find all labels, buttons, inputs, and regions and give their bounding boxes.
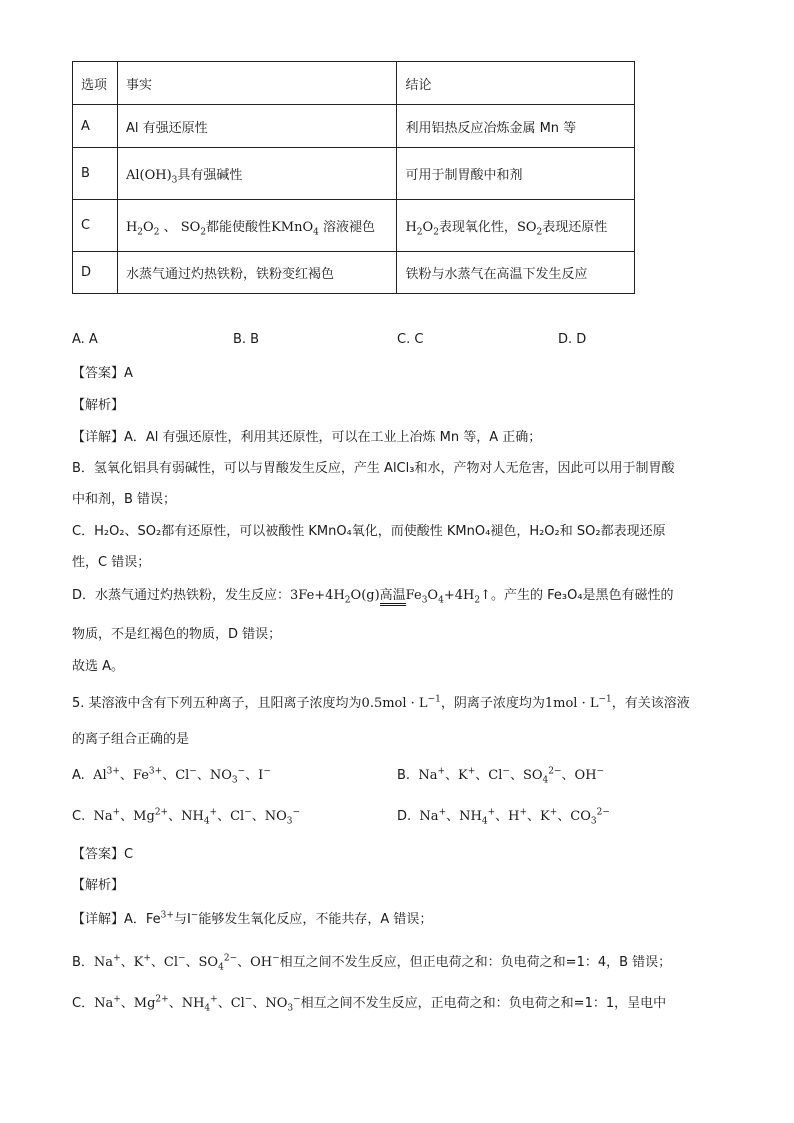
fact-cell: 水蒸气通过灼热铁粉，铁粉变红褐色 bbox=[117, 252, 396, 294]
option-c: C. C bbox=[397, 332, 424, 347]
option-a: A. $Al^{3+}$、$Fe^{3+}$、Cl−、$NO_3^-$、I− bbox=[72, 766, 271, 786]
gas-arrow-icon: ↑ bbox=[480, 588, 491, 603]
detail-text: 与I bbox=[173, 912, 191, 927]
fact-text: 都能使酸性 bbox=[206, 220, 272, 235]
option-a: A. A bbox=[72, 332, 98, 347]
fact-text: 溶液褪色 bbox=[323, 220, 376, 235]
detail-line: 【详解】A．Al 有强还原性，利用其还原性，可以在工业上冶炼 Mn 等，A 正确； bbox=[72, 430, 542, 445]
table-header-cell: 事实 bbox=[117, 62, 396, 105]
detail-line: 中和剂，B 错误； bbox=[72, 492, 177, 507]
detail-line: 物质，不是红褐色的物质，D 错误； bbox=[72, 627, 282, 642]
formula-h: H bbox=[125, 220, 138, 235]
conclusion-cell: 利用铝热反应冶炼金属 Mn 等 bbox=[397, 105, 635, 148]
conclusion-cell: 可用于制胃酸中和剂 bbox=[397, 148, 635, 200]
answer-label: 【答案】C bbox=[72, 847, 134, 862]
detail-text: D．水蒸气通过灼热铁粉，发生反应： bbox=[72, 588, 291, 603]
detail-text: 。产生的 Fe₃O₄是黑色有磁性的 bbox=[490, 588, 674, 603]
eq-part: 3Fe+4H bbox=[290, 588, 345, 603]
answer-label: 【答案】A bbox=[72, 366, 133, 381]
option-b: B. Na+、K+、Cl−、$SO_4^{2-}$、OH− bbox=[397, 766, 605, 786]
question-stem: 5. 某溶液中含有下列五种离子，且阳离子浓度均为$0.5mol \cdot L^{-1}$，阴离子浓度均为$1mol \cdot L^{-1}$，有关该溶液 bbox=[72, 694, 690, 711]
detail-line: B．氢氧化铝具有弱碱性，可以与胃酸发生反应，产生 AlCl₃和水，产物对人无危害，因此可以用于制胃酸 bbox=[72, 461, 675, 476]
detail-line: 【详解】A．$Fe^{3+}$与I−能够发生氧化反应，不能共存，A 错误； bbox=[72, 910, 433, 927]
detail-text: 【详解】A．Fe bbox=[72, 912, 161, 927]
table-row bbox=[73, 148, 635, 200]
detail-line: C．Na+、$Mg^{2+}$、$NH_4^+$、Cl−、$NO_3^-$相互之间不发生反应，正电荷之和：负电荷之和=1：1，呈电中 bbox=[72, 994, 667, 1014]
detail-line: B．Na+、K+、Cl−、$SO_4^{2-}$、OH−相互之间不发生反应，但正电荷之和：负电荷之和=1：4，B 错误； bbox=[72, 953, 672, 973]
concentration: 0.5mol · L bbox=[361, 696, 428, 711]
fact-cell bbox=[117, 148, 396, 200]
table-row bbox=[73, 105, 635, 148]
detail-line bbox=[72, 584, 674, 606]
option-d: D. Na+、$NH_4^+$、H+、K+、$CO_3^{2-}$ bbox=[397, 807, 610, 827]
conclusion-text: 表现还原性 bbox=[542, 220, 608, 235]
formula-al: Al bbox=[125, 168, 140, 183]
option-cell: C bbox=[73, 200, 118, 252]
detail-text: 能够发生氧化反应，不能共存，A 错误； bbox=[198, 912, 433, 927]
fact-text: 具有强碱性 bbox=[177, 168, 243, 183]
concentration: 1mol · L bbox=[544, 696, 599, 711]
formula-so: SO bbox=[516, 220, 537, 235]
eq-part: O bbox=[427, 588, 439, 603]
conclusion-text: 表现氧化性， bbox=[438, 220, 517, 235]
table-header-cell: 结论 bbox=[397, 62, 635, 105]
analysis-label: 【解析】 bbox=[72, 398, 125, 413]
option-cell: B bbox=[73, 148, 118, 200]
table-row bbox=[73, 200, 635, 252]
stem-text: 5. 某溶液中含有下列五种离子，且阳离子浓度均为 bbox=[72, 696, 362, 711]
equation: $3Fe+4H_2O(g)$高温$Fe_3O_4+4H_2↑$ bbox=[290, 588, 491, 606]
option-c: C. Na+、$Mg^{2+}$、$NH_4^+$、Cl−、$NO_3^-$ bbox=[72, 807, 301, 827]
separator: 、 bbox=[163, 220, 177, 235]
formula-h: H bbox=[405, 220, 417, 235]
formula-kmno: KMnO bbox=[271, 220, 314, 235]
reaction-condition: 高温 bbox=[380, 588, 406, 606]
table-header-cell: 选项 bbox=[73, 62, 118, 105]
conclusion-cell: $H_2O_2$表现氧化性，$SO_2$表现还原性 bbox=[397, 200, 635, 252]
table-header-row bbox=[73, 62, 635, 105]
detail-text: 相互之间不发生反应，但正电荷之和：负电荷之和=1：4，B 错误； bbox=[279, 955, 672, 970]
fact-cell: Al 有强还原性 bbox=[117, 105, 396, 148]
detail-line: C．H₂O₂、SO₂都有还原性，可以被酸性 KMnO₄氧化，而使酸性 KMnO₄褪色，H₂O₂和 SO₂都表现还原 bbox=[72, 524, 666, 539]
detail-text: 相互之间不发生反应，正电荷之和：负电荷之和=1：1，呈电中 bbox=[300, 996, 667, 1011]
subscript: 3 bbox=[171, 175, 178, 186]
eq-part: O(g) bbox=[350, 588, 380, 603]
eq-part: +4H bbox=[443, 588, 475, 603]
formula-o: O bbox=[422, 220, 434, 235]
detail-line: 性，C 错误； bbox=[72, 555, 151, 570]
question-stem: 的离子组合正确的是 bbox=[72, 732, 190, 747]
option-cell: A bbox=[73, 105, 118, 148]
option-cell: D bbox=[73, 252, 118, 294]
stem-text: ，有关该溶液 bbox=[611, 696, 690, 711]
eq-part: Fe bbox=[405, 588, 422, 603]
stem-text: ，阴离子浓度均为 bbox=[440, 696, 545, 711]
formula-so: SO bbox=[180, 220, 201, 235]
conclusion-line: 故选 A。 bbox=[72, 659, 125, 674]
option-d: D. D bbox=[558, 332, 587, 347]
analysis-label: 【解析】 bbox=[72, 878, 125, 893]
conclusion-cell: 铁粉与水蒸气在高温下发生反应 bbox=[397, 252, 635, 294]
question-table bbox=[72, 61, 635, 294]
fact-cell: $H_2O_2$ 、 $SO_2$都能使酸性KMnO$_4$ 溶液褪色 bbox=[117, 200, 396, 252]
formula-oh: (OH) bbox=[139, 168, 172, 183]
formula-o: O bbox=[143, 220, 154, 235]
option-b: B. B bbox=[233, 332, 260, 347]
table-row bbox=[73, 252, 635, 294]
